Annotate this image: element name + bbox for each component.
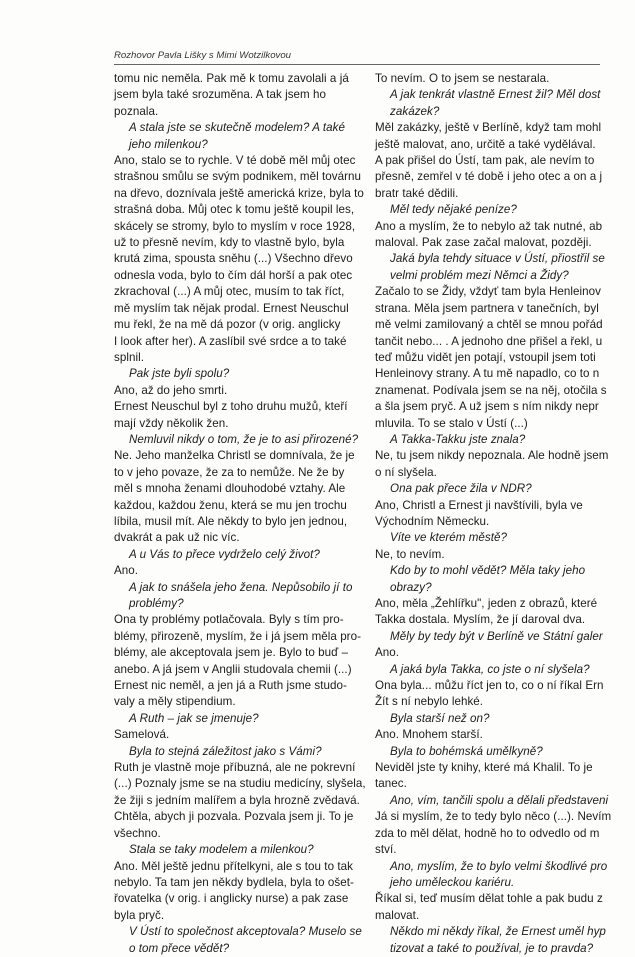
text-line: Pak jste byli spolu? [129, 367, 230, 381]
interview-question [114, 580, 362, 613]
text-line: na dřevo, doznívala ještě americká krize, byla to [114, 186, 364, 200]
text-line: Ano, až do jeho smrti. [114, 383, 228, 397]
text-line: zda to měl dělat, hodně ho to odvedlo od m [375, 826, 600, 840]
text-line: Ernest Neuschul byl z toho druhu mužů, kteří [114, 400, 348, 414]
interview-answer [114, 383, 362, 432]
interview-answer [114, 612, 362, 710]
text-line: Takka dostala. Myslím, že jí daroval dva. [375, 613, 586, 627]
text-line: Ernest nic neměl, a jen já a Ruth jsme studo- [114, 679, 347, 693]
interview-answer [375, 678, 635, 711]
text-line: dvakrát a pak už nic víc. [114, 531, 240, 545]
text-line: tančit nebo... . A jednoho dne přišel a řekl, u [375, 334, 603, 348]
interview-answer [114, 71, 362, 120]
text-line: Ano. [375, 646, 400, 660]
text-line: maloval. Pak zase začal malovat, později. [375, 236, 592, 250]
text-line: a šla jsem pryč. A už jsem s ním nikdy nepr [375, 400, 599, 414]
text-line: Ano a myslím, že to nebylo až tak nutné, ab [375, 219, 603, 233]
text-line: A pak přišel do Ústí, tam pak, ale nevím to [375, 154, 595, 168]
text-line: skácely se stromy, bylo to myslím v roce 1928, [114, 219, 356, 233]
text-line: jeho uměleckou kariéru. [390, 875, 515, 889]
text-line: Ano, měla „Žehlířku", jeden z obrazů, které [375, 597, 598, 610]
text-line: I look after her). A zaslíbil své srdce a to také [114, 334, 347, 348]
interview-answer [375, 219, 635, 252]
text-line: bratr také dědili. [375, 186, 459, 200]
right-column [375, 71, 635, 957]
text-line: Ano. Mnohem starší. [375, 728, 483, 742]
text-line: o ní slyšela. [375, 465, 437, 479]
text-line: krutá zima, spousta sněhu (...) Všechno dřevo [114, 252, 353, 266]
interview-answer [114, 563, 362, 579]
interview-question [375, 432, 635, 448]
text-line: Měly by tedy být v Berlíně ve Státní galer [390, 629, 603, 643]
text-line: Někdo mi někdy říkal, že Ernest uměl hyp [390, 925, 606, 939]
text-line: Ano. [114, 564, 139, 578]
interview-answer [114, 153, 362, 366]
text-line: Ano, stalo se to rychle. V té době měl můj otec [114, 154, 356, 168]
interview-question [114, 842, 362, 858]
text-line: Ne, tu jsem nikdy nepoznala. Ale hodně jsem [375, 449, 609, 463]
text-line: mu řekl, že na mě dá pozor (v orig. anglicky [114, 318, 341, 332]
interview-answer [114, 859, 362, 925]
interview-question [375, 251, 635, 284]
text-line: strana. Měla jsem partnera v tanečních, byl [375, 301, 599, 315]
interview-answer [375, 809, 635, 858]
text-line: Nemluvil nikdy o tom, že je to asi přirozené? [129, 432, 359, 446]
text-line: jsem byla také srozuměna. A tak jsem ho [114, 88, 327, 102]
text-line: Ona pak přece žila v NDR? [390, 482, 532, 496]
interview-question [375, 924, 635, 957]
interview-answer [375, 727, 635, 743]
text-line: Byla starší než on? [390, 711, 490, 725]
interview-answer [375, 547, 635, 563]
text-line: problémy? [129, 597, 184, 610]
interview-answer [114, 760, 366, 842]
interview-answer [375, 120, 635, 202]
interview-question [375, 530, 635, 546]
text-line: odnesla voda, bylo to čím dál horší a pak otec [114, 268, 353, 282]
text-line: poznala. [114, 104, 159, 118]
text-line: anebo. A já jsem v Anglii studovala chemii (...) [114, 662, 352, 676]
left-column [114, 71, 366, 957]
text-line: Henleinovy strany. A tu mě napadlo, co to n [375, 367, 600, 381]
text-line: mají vždy několik žen. [114, 416, 229, 430]
text-line: To nevím. O to jsem se nestarala. [375, 72, 550, 85]
text-line: splnil. [114, 350, 144, 364]
text-line: líbila, musil mít. Ale někdy to bylo jen jednou, [114, 514, 348, 528]
text-line: Ano, myslím, že to bylo velmi škodlivé pro [390, 859, 608, 873]
interview-question [375, 563, 635, 596]
text-line: A jaká byla Takka, co jste o ní slyšela? [390, 662, 590, 676]
interview-question [114, 547, 362, 563]
text-line: A jak to snášela jeho žena. Nepůsobilo jí to [129, 580, 353, 594]
text-line: tizovat a také to používal, je to pravda? [390, 941, 594, 955]
interview-question [114, 120, 362, 153]
text-line: Chtěla, abych ji pozvala. Pozvala jsem ji. To je [114, 810, 354, 824]
text-line: Neviděl jste ty knihy, které má Khalil. To je [375, 761, 593, 775]
text-line: znamenat. Podívala jsem se na něj, otočila s [375, 383, 607, 397]
text-line: tanec. [375, 777, 407, 791]
interview-answer [375, 596, 635, 629]
text-line: řovatelka (v orig. i anglicky nurse) a pak zase [114, 892, 349, 906]
text-line: už to přesně nevím, kdy to vlastně bylo, byla [114, 236, 345, 250]
text-line: všechno. [114, 826, 161, 840]
text-line: Byla to stejná záležitost jako s Vámi? [129, 744, 322, 758]
text-line: ještě malovat, ano, určitě a také vydělával. [375, 137, 596, 151]
text-line: Měl zakázky, ještě v Berlíně, když tam mohl [375, 121, 602, 135]
text-line: Já si myslím, že to tedy bylo něco (...). Nevím [375, 810, 612, 824]
text-line: (...) Poznaly jsme se na studiu medicíny, slyšela, [114, 777, 366, 791]
text-line: každou, každou ženu, která se mu jen trochu [114, 498, 347, 512]
text-line: Ano. Měl ještě jednu přítelkyni, ale s tou to tak [114, 859, 353, 873]
text-line: Měl tedy nějaké peníze? [390, 203, 517, 217]
text-line: blémy, ale akceptovala jsem je. Bylo to buď – [114, 646, 349, 660]
interview-answer [375, 760, 635, 793]
text-line: A stala jste se skutečně modelem? A také [129, 121, 345, 135]
text-line: Jaká byla tehdy situace v Ústí, přiostřil se [390, 252, 605, 266]
interview-answer [114, 448, 362, 546]
text-line: V Ústí to společnost akceptovala? Muselo se [129, 925, 362, 939]
text-line: teď můžu vidět jen potají, vstoupil jsem toti [375, 350, 596, 364]
text-line: Žít s ní nebylo lehké. [375, 695, 484, 709]
text-line: Stala se taky modelem a milenkou? [129, 843, 314, 857]
text-line: Začalo to se Židy, vždyť tam byla Henleinov [375, 285, 602, 299]
text-line: zakázek? [390, 104, 440, 118]
interview-question [375, 629, 635, 645]
text-line: Byla to bohémská umělkyně? [390, 744, 543, 758]
interview-question [375, 662, 635, 678]
running-header: Rozhovor Pavla Lišky s Mimi Wotzilkovou [114, 50, 292, 61]
interview-question [114, 924, 362, 957]
text-line: ství. [375, 843, 397, 857]
text-line: Ne. Jeho manželka Christl se domnívala, že je [114, 449, 355, 463]
interview-question [375, 793, 635, 809]
text-line: tomu nic neměla. Pak mě k tomu zavolali a já [114, 72, 349, 85]
text-line: strašná doba. Můj otec k tomu ještě koupil les, [114, 203, 355, 217]
text-line: Víte ve kterém městě? [390, 531, 508, 545]
interview-answer [375, 498, 635, 531]
text-line: blémy, přirozeně, myslím, že i já jsem měla pro- [114, 629, 362, 643]
header-rule [114, 64, 600, 65]
interview-question [375, 744, 635, 760]
text-line: Samelová. [114, 728, 170, 742]
text-line: Ona byla... můžu říct jen to, co o ní říkal Ern [375, 679, 604, 693]
interview-question [114, 744, 362, 760]
interview-question [375, 87, 635, 120]
interview-question [375, 859, 635, 892]
text-line: Ona ty problémy potlačovala. Byly s tím pro- [114, 613, 344, 627]
interview-answer [375, 891, 635, 924]
text-line: Ruth je vlastně moje příbuzná, ale ne pokrevní [114, 761, 356, 775]
interview-question [114, 432, 362, 448]
interview-question [375, 481, 635, 497]
text-line: o tom přece vědět? [129, 941, 230, 955]
text-line: valy a měly stipendium. [114, 695, 236, 709]
text-line: Ne, to nevím. [375, 547, 445, 561]
text-line: A jak tenkrát vlastně Ernest žil? Měl dost [390, 88, 601, 102]
text-line: malovat. [375, 908, 420, 922]
text-line: nebylo. Ta tam jen někdy bydlela, byla to ošet- [114, 875, 354, 889]
text-line: velmi problém mezi Němci a Židy? [390, 268, 569, 282]
interview-answer [375, 448, 635, 481]
text-line: mě velmi zamilovaný a chtěl se mnou pořád [375, 318, 603, 332]
text-line: strašnou smůlu se svým podnikem, měl továrnu [114, 170, 362, 184]
interview-question [375, 202, 635, 218]
text-line: mluvila. To se stalo v Ústí (...) [375, 416, 528, 430]
text-line: Ano, Christl a Ernest ji navštívili, byla ve [375, 498, 583, 512]
text-line: přesně, zemřel v té době i jeho otec a on a j [375, 170, 603, 184]
interview-question [114, 366, 362, 382]
text-line: A Ruth – jak se jmenuje? [129, 711, 259, 725]
interview-answer [375, 71, 635, 87]
interview-question [375, 711, 635, 727]
text-line: jeho milenkou? [129, 137, 208, 151]
text-line: A u Vás to přece vydrželo celý život? [129, 547, 320, 561]
text-line: že žiji s jedním malířem a byla hrozně zvědavá. [114, 793, 360, 807]
text-line: zkrachoval (...) A můj otec, musím to tak říct, [114, 285, 345, 299]
text-line: Říkal si, teď musím dělat tohle a pak budu z [375, 892, 603, 906]
text-line: obrazy? [390, 580, 432, 594]
interview-answer [114, 727, 362, 743]
text-line: byla pryč. [114, 908, 165, 922]
text-line: A Takka-Takku jste znala? [390, 432, 526, 446]
interview-answer [375, 284, 635, 432]
text-line: Východním Německu. [375, 514, 490, 528]
text-line: mě myslím tak nějak prodal. Ernest Neuschul [114, 301, 349, 315]
text-line: měl s mnoha ženami dlouhodobé vztahy. Ale [114, 482, 346, 496]
interview-answer [375, 645, 635, 661]
text-line: to v jeho povaze, že za to nemůže. Ne že by [114, 465, 345, 479]
text-line: Kdo by to mohl vědět? Měla taky jeho [390, 564, 586, 578]
text-line: Ano, vím, tančili spolu a dělali představeni [390, 793, 609, 807]
interview-question [114, 711, 362, 727]
